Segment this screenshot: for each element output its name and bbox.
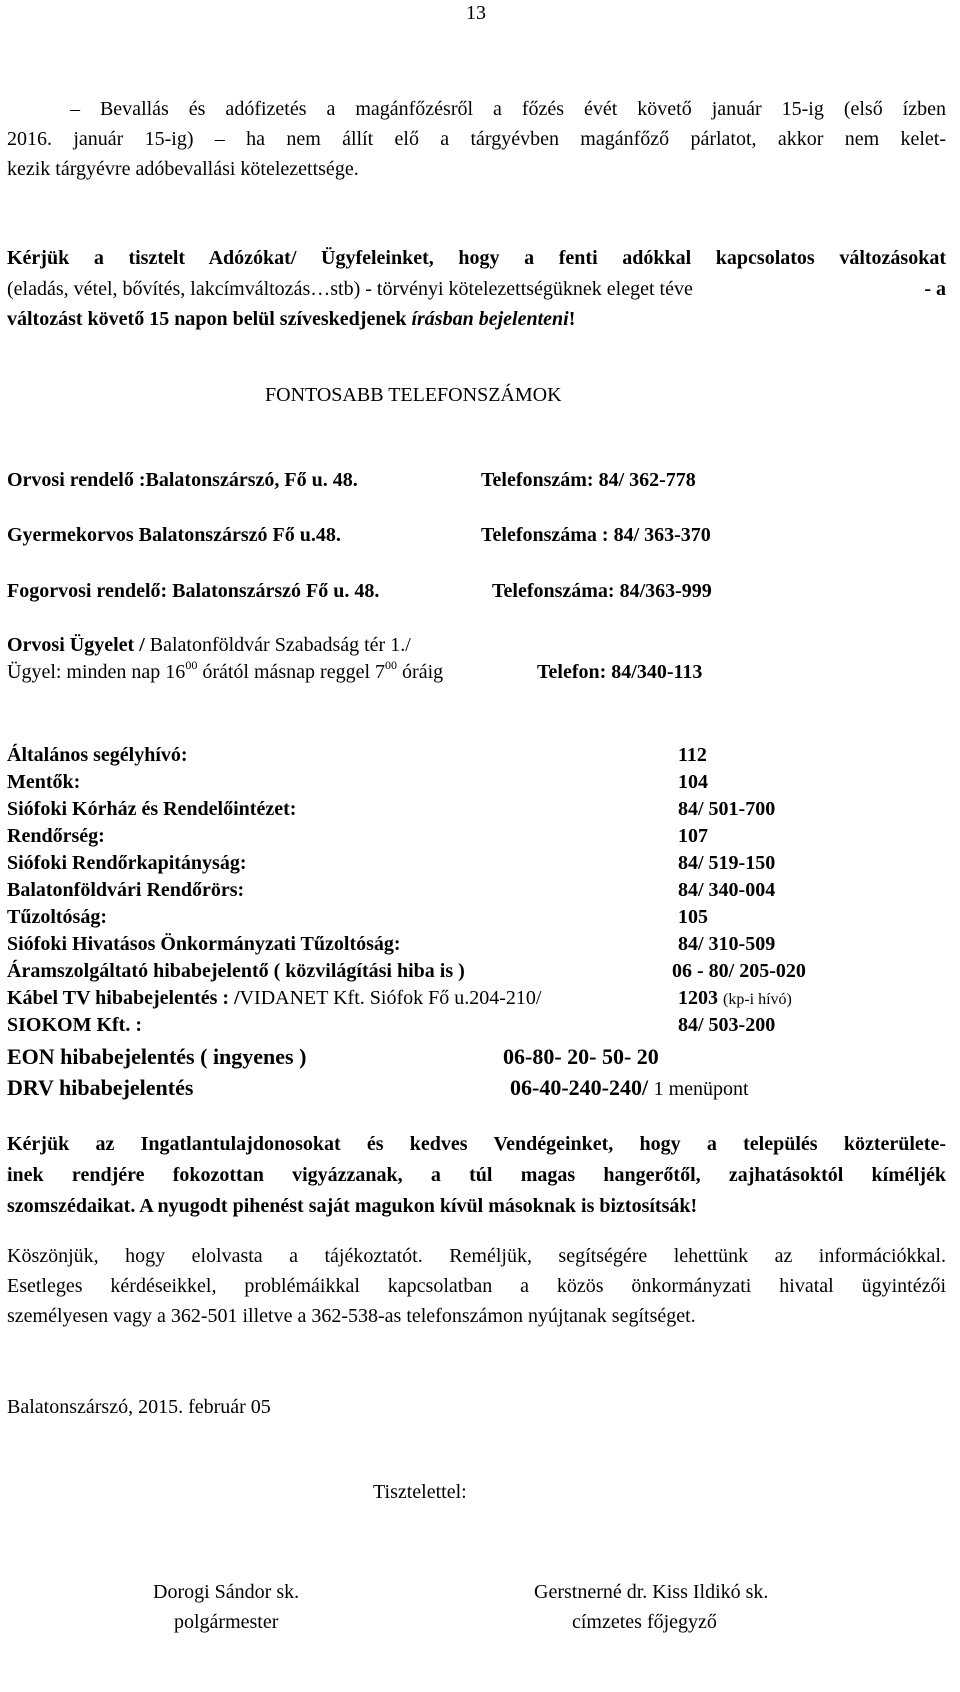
notice-line-3-italic: írásban bejelenteni — [411, 308, 569, 330]
notice-line-3-end: ! — [568, 308, 576, 330]
cable-note: (kp-i hívó) — [723, 991, 792, 1008]
emergency-label: Mentők: — [7, 771, 81, 793]
eon-value: 06-80- 20- 50- 20 — [503, 1044, 659, 1069]
clinic-phone: Telefonszáma: 84/363-999 — [492, 580, 712, 602]
cable-label — [7, 987, 541, 1010]
emergency-value: 112 — [678, 744, 707, 766]
owners-line-2: inek rendjére fokozottan vigyázzanak, a túl magas hangerőtől, zajhatásoktól kíméljék — [7, 1164, 946, 1186]
emergency-label: Rendőrség: — [7, 825, 105, 847]
drv-label: DRV hibabejelentés — [7, 1075, 194, 1100]
emergency-value: 107 — [678, 825, 708, 847]
emergency-value: 84/ 501-700 — [678, 798, 776, 820]
owners-line-3: szomszédaikat. A nyugodt pihenést saját magukon kívül másoknak is biztosítsák! — [7, 1195, 698, 1217]
page-number: 13 — [466, 2, 486, 24]
siokom-value: 84/ 503-200 — [678, 1014, 776, 1036]
thanks-line-3: személyesen vagy a 362-501 illetve a 362-538-as telefonszámon nyújtanak segítséget. — [7, 1305, 696, 1327]
emergency-value: 84/ 310-509 — [678, 933, 776, 955]
emergency-value: 84/ 519-150 — [678, 852, 776, 874]
drv-note: 1 menüpont — [653, 1078, 749, 1100]
emergency-label: Általános segélyhívó: — [7, 744, 188, 766]
clinic-phone: Telefonszáma : 84/ 363-370 — [481, 524, 711, 546]
emergency-value: 06 - 80/ 205-020 — [672, 960, 806, 982]
notice-line-2 — [7, 278, 946, 301]
notice-line-3 — [7, 308, 575, 331]
clinic-label: Fogorvosi rendelő: Balatonszárszó Fő u. 48. — [7, 580, 380, 602]
emergency-value: 104 — [678, 771, 708, 793]
emergency-label: Siófoki Rendőrkapitányság: — [7, 852, 247, 874]
emergency-value: 105 — [678, 906, 708, 928]
place-date: Balatonszárszó, 2015. február 05 — [7, 1396, 271, 1418]
intro-line-2: 2016. január 15-ig) – ha nem állít elő a tárgyévben magánfőző párlatot, akkor nem kelet- — [7, 128, 946, 150]
clinic-phone: Telefonszám: 84/ 362-778 — [481, 469, 696, 491]
siokom-label: SIOKOM Kft. : — [7, 1014, 142, 1036]
duty-line-1 — [7, 634, 411, 657]
cable-label-rest: VIDANET Kft. Siófok Fő u.204-210/ — [239, 987, 542, 1009]
duty-phone: Telefon: 84/340-113 — [537, 661, 703, 683]
thanks-line-2: Esetleges kérdéseikkel, problémáikkal kapcsolatban a közös önkormányzati hivatal ügyintézői — [7, 1275, 946, 1297]
notice-line-2-text: (eladás, vétel, bővítés, lakcímváltozás…stb) - törvényi kötelezettségüknek eleget téve — [7, 278, 693, 300]
emergency-label: Balatonföldvári Rendőrörs: — [7, 879, 245, 901]
duty-text-c: óráig — [402, 661, 444, 683]
emergency-label: Siófoki Hivatásos Önkormányzati Tűzoltóság: — [7, 933, 401, 955]
notice-line-1: Kérjük a tisztelt Adózókat/ Ügyfeleinket, hogy a fenti adókkal kapcsolatos változásokat — [7, 247, 946, 269]
clinic-label: Orvosi rendelő :Balatonszárszó, Fő u. 48. — [7, 469, 358, 491]
notice-line-2-bold: - a — [924, 278, 946, 300]
notice-line-3-text: változást követő 15 napon belül szíveskedjenek — [7, 308, 407, 330]
cable-value — [678, 987, 792, 1010]
thanks-line-1: Köszönjük, hogy elolvasta a tájékoztatót. Reméljük, segítségére lehettünk az információkkal. — [7, 1245, 946, 1267]
cable-number: 1203 — [678, 987, 718, 1009]
duty-line-2 — [7, 658, 444, 684]
duty-text-b: órától másnap reggel 7 — [202, 661, 386, 683]
drv-value — [510, 1075, 749, 1101]
intro-line-3: kezik tárgyévre adóbevallási kötelezettsége. — [7, 158, 359, 180]
intro-line-1: – Bevallás és adófizetés a magánfőzésről a főzés évét követő január 15-ig (első ízben — [70, 98, 946, 120]
signatory-name: Dorogi Sándor sk. — [153, 1581, 300, 1603]
cable-label-bold: Kábel TV hibabejelentés : / — [7, 987, 240, 1009]
emergency-label: Tűzoltóság: — [7, 906, 107, 928]
signatory-name: Gerstnerné dr. Kiss Ildikó sk. — [534, 1581, 769, 1603]
eon-label: EON hibabejelentés ( ingyenes ) — [7, 1044, 307, 1069]
phones-heading: FONTOSABB TELEFONSZÁMOK — [265, 384, 562, 406]
closing: Tisztelettel: — [373, 1481, 467, 1503]
emergency-value: 84/ 340-004 — [678, 879, 776, 901]
emergency-label: Áramszolgáltató hibabejelentő ( közvilágítási hiba is ) — [7, 960, 465, 982]
duty-text-a: Ügyel: minden nap 16 — [7, 661, 186, 683]
clinic-label: Gyermekorvos Balatonszárszó Fő u.48. — [7, 524, 341, 546]
drv-number: 06-40-240-240/ — [510, 1075, 649, 1100]
duty-title: Orvosi Ügyelet / — [7, 634, 145, 656]
signatory-title: polgármester — [174, 1611, 279, 1633]
duty-address: Balatonföldvár Szabadság tér 1./ — [149, 634, 411, 656]
duty-sup-2: 00 — [385, 658, 398, 672]
signatory-title: címzetes főjegyző — [572, 1611, 717, 1633]
duty-sup-1: 00 — [185, 658, 198, 672]
owners-line-1: Kérjük az Ingatlantulajdonosokat és kedves Vendégeinket, hogy a település közterülete- — [7, 1133, 946, 1155]
emergency-label: Siófoki Kórház és Rendelőintézet: — [7, 798, 297, 820]
